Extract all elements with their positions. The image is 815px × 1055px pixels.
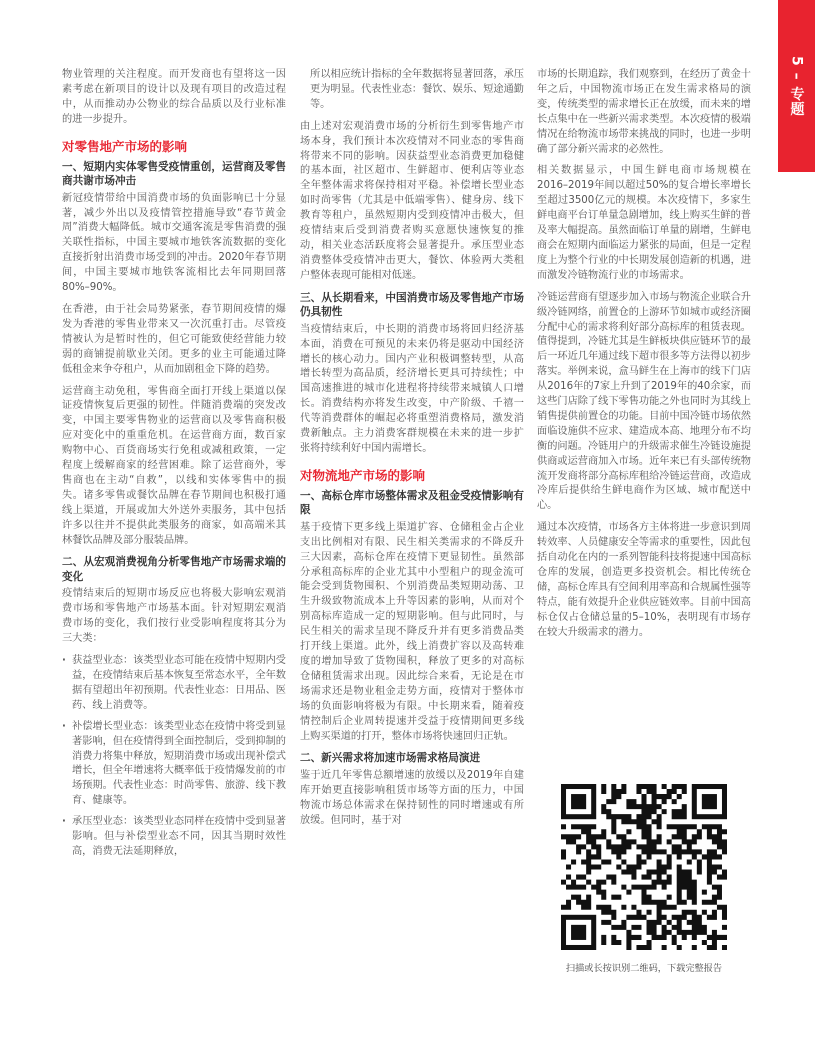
column-3 [537, 68, 751, 648]
section-tab-label: 5 – 专题 [788, 55, 805, 117]
paragraph: 鉴于近几年零售总额增速的放缓以及2019年自建库开始更直接影响租赁市场等方面的压力，中国物流市场总体需求在保持韧性的同时增速或有所放缓。但同时，基于对 [300, 769, 524, 826]
paragraph: 在香港，由于社会局势紧张，春节期间疫情的爆发为香港的零售业带来又一次沉重打击。尽管疫情被认为是暂时性的，但它可能致使经营能力较弱的商铺提前歇业关闭。更多的业主可能通过降低租金来争夺租户，从而加剧租金下降的趋势。 [62, 303, 286, 375]
column-1 [62, 68, 286, 1033]
list-item: · 补偿增长型业态：该类型业态在疫情中将受到显著影响，但在疫情得到全面控制后，受到抑制的消费力将集中释放，短期消费市场或出现补偿式增长，但全年增速将大概率低于疫情爆发前的市场预期。代表性业态：时尚零售、旅游、线下教育、健康等。 [62, 720, 286, 809]
paragraph: 新冠疫情带给中国消费市场的负面影响已十分显著，减少外出以及疫情管控措施导致“春节黄金周”消费大幅降低。城市交通客流是零售消费的强关联性指标，中国主要城市地铁客流数据的变化直接折射出消费市场受到的冲击。2020年春节期间，中国主要城市地铁客流相比去年同期回落80%–90%。 [62, 192, 286, 294]
section-heading-logistics: 对物流地产市场的影响 [300, 467, 426, 483]
subheading: 一、短期内实体零售受疫情重创，运营商及零售商共谢市场冲击 [62, 160, 286, 188]
section-tab [778, 0, 815, 172]
paragraph: 由上述对宏观消费市场的分析衍生到零售地产市场本身，我们预计本次疫情对不同业态的零售商将带来不同的影响。因获益型业态消费更加稳健的基本面，社区超市、生鲜超市、便利店等业态全年整体需求将保持相对平稳。补偿增长型业态如时尚零售（尤其是中低端零售）、健身房、线下教育等租户，虽然短期内受到疫情冲击极大，但疫情结束后受到消费者购买意愿快速恢复的推动，相关业态活跃度将会显著提升。承压型业态消费整体受疫情冲击更大，餐饮、体验两大类租户整体表现可能相对低迷。 [300, 120, 524, 281]
qr-finder-pattern [561, 915, 596, 950]
column-2 [300, 68, 524, 1033]
section-heading-retail: 对零售地产市场的影响 [62, 138, 188, 154]
paragraph: 疫情结束后的短期市场反应也将极大影响宏观消费市场和零售地产市场基本面。针对短期宏观消费市场的变化，我们按行业受影响程度将其分为三大类： [62, 588, 286, 645]
qr-finder-pattern [561, 784, 596, 819]
paragraph: 运营商主动免租，零售商全面打开线上渠道以保证疫情恢复后更强的韧性。伴随消费端的突发改变，中国主要零售物业的运营商以及零售商积极应对变化中的重重危机。在运营商方面，数百家购物中心、百货商场实行免租或减租政策，一定程度上缓解商家的经营困难。除了运营商外，零售商也在主动“自救”，以线和实体零售中的损失。诸多零售或餐饮品牌在春节期间也积极打通线上渠道，开展或加大外送外卖服务，其中包括许多以往并不提供此类服务的商家，如高端米其林餐饮品牌及部分服装品牌。 [62, 385, 286, 546]
paragraph: 基于疫情下更多线上渠道扩容、仓储租金占企业支出比例相对有限、民生相关类需求的不降反升三大因素，高标仓库在疫情下更显韧性。虽然部分承租高标库的企业尤其中小型租户的现金流可能会受到货物囤积、个别消费品类短期动荡、卫生升级致物流成本上升等因素的影响，从而对个别高标库造成一定的短期影响。但与此同时，与民生相关的需求呈现不降反升并有更多消费品类打开线上渠道。此外，线上消费扩容以及高转难度的增加导致了货物囤积，释放了更多的对高标仓储租赁需求出现。因此综合来看，无论是在市场需求还是物业租金走势方面，疫情对于整体市场的负面影响将极为有限。中长期来看，随着疫情控制后企业周转提速并受益于疫情期间更多线上购买渠道的打开，整体市场将快速回归正轨。 [300, 521, 524, 742]
qr-code[interactable] [561, 784, 727, 950]
paragraph: 物业管理的关注程度。而开发商也有望将这一因素考虑在新项目的设计以及现有项目的改造过程中，从而推动办公物业的综合品质以及行业标准的进一步提升。 [62, 69, 286, 125]
subheading: 二、新兴需求将加速市场需求格局演进 [300, 752, 481, 765]
paragraph: 所以相应统计指标的全年数据将显著回落，承压更为明显。代表性业态：餐饮、娱乐、短途通勤等。 [310, 69, 524, 110]
subheading: 三、从长期看来，中国消费市场及零售地产市场仍具韧性 [300, 291, 524, 319]
paragraph: 通过本次疫情，市场各方主体将进一步意识到周转效率、人员健康安全等需求的重要性，因此包括自动化在内的一系列智能科技将提速中国高标仓库的发展，创造更多投资机会。相比传统仓储，高标仓库具有空间利用率高和合规属性强等特点，能有效提升企业供应链效率。目前中国高标仓仅占仓储总量的5–10%，表明现有市场存在较大升级需求的潜力。 [537, 522, 751, 638]
subheading: 二、从宏观消费视角分析零售地产市场需求端的变化 [62, 556, 286, 583]
qr-caption: 扫描或长按识别二维码，下载完整报告 [565, 963, 723, 974]
paragraph: 当疫情结束后，中长期的消费市场将回归经济基本面，消费在可预见的未来仍将是驱动中国经济增长的核心动力。国内产业积极调整转型，从高增长转型为高品质，经济增长更具可持续性；中国高速推进的城市化进程将持续带来城镇人口增长。消费结构亦将发生改变，中产阶级、千禧一代等消费群体的崛起必将重塑消费格局，激发消费新触点。主力消费客群规模在未来的进一步扩张将持续利好中国内需增长。 [300, 323, 524, 454]
qr-finder-pattern [692, 784, 727, 819]
paragraph: 相关数据显示，中国生鲜电商市场规模在2016–2019年间以超过50%的复合增长率增长至超过3500亿元的规模。本次疫情下，多家生鲜电商平台订单量急剧增加，线上购买生鲜的普及率大幅提高。虽然面临订单量的剧增，生鲜电商会在短期内面临运力紧张的局面，但是一定程度上为整个行业的中长期发展创造新的机遇，进而激发冷链物流行业的市场需求。 [537, 165, 751, 281]
paragraph: 市场的长期追踪，我们观察到，在经历了黄金十年之后，中国物流市场正在发生需求格局的演变，传统类型的需求增长正在放缓，而未来的增长点集中在一些新兴需求类型。本次疫情的极端情况在给物流市场带来挑战的同时，也进一步明确了部分新兴需求的必然性。 [537, 69, 751, 155]
list-item: · 承压型业态：该类型业态同样在疫情中受到显著影响。但与补偿型业态不同，因其当期时效性高，消费无法延期释放， [62, 815, 286, 860]
list-item: · 获益型业态：该类型业态可能在疫情中短期内受益，在疫情结束后基本恢复至常态水平，全年数据有望超出年初预期。代表性业态：日用品、医药、线上消费等。 [62, 654, 286, 714]
qr-code-graphic [561, 784, 727, 950]
paragraph: 冷链运营商有望逐步加入市场与物流企业联合升级冷链网络，前置仓的上游环节如城市或经济圈分配中心的需求将利好部分高标库的租赁表现。值得提到，冷链尤其是生鲜板块供应链环节的最后一环近几年通过线下超市很多等方法得以初步落实。举例来说，盒马鲜生在上海市的线下门店从2016年的7家上升到了2019年的40余家，而这些门店除了线下零售功能之外也同时为其线上销售提供前置仓的功能。目前中国冷链市场依然面临设施供不应求、建造成本高、地理分布不均衡的问题。冷链用户的升级需求催生冷链设施提供商或运营商加入市场。近年来已有头部传统物流开发商将部分高标库租给冷链运营商，改造成冷库后提供给生鲜电商作为区域、城市配送中心。 [537, 291, 751, 512]
subheading: 一、高标仓库市场整体需求及租金受疫情影响有限 [300, 489, 524, 517]
bullet-list [62, 654, 286, 860]
